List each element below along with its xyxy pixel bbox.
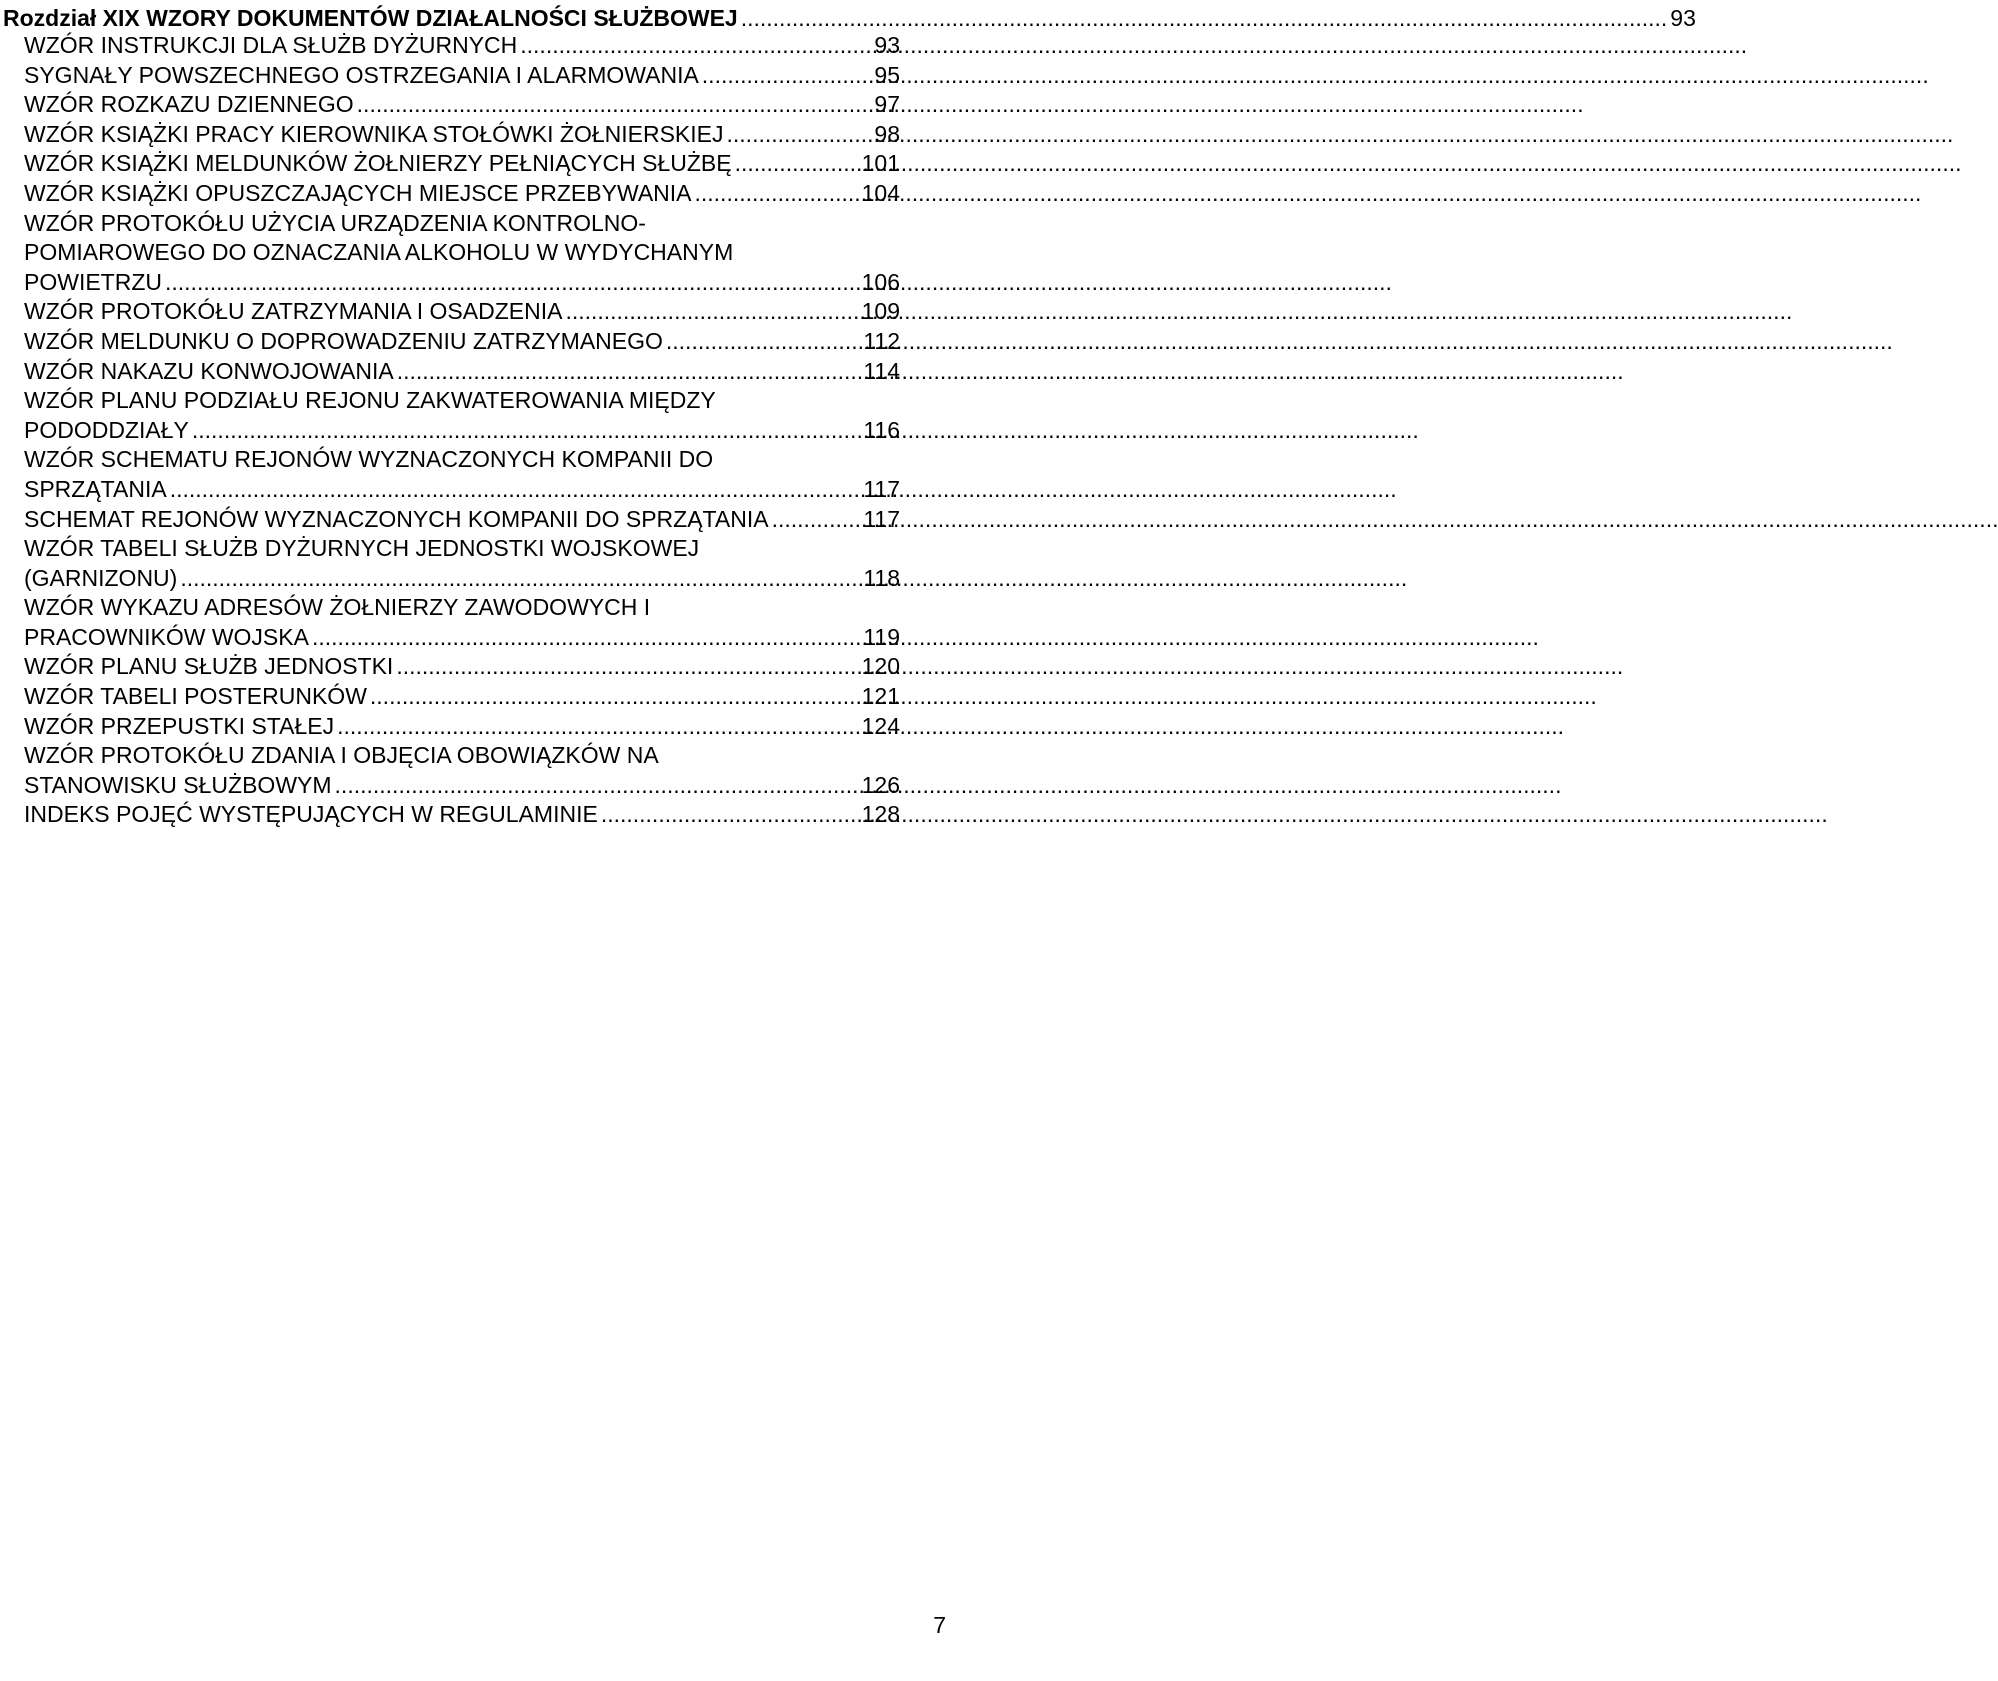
- toc-entry[interactable]: [0, 386, 900, 445]
- dot-leader: [724, 120, 875, 150]
- toc-entry-title: SCHEMAT REJONÓW WYZNACZONYCH KOMPANII DO SPRZĄTANIA: [24, 505, 769, 532]
- toc-entry-last-line: [24, 61, 900, 91]
- toc-chapter-heading[interactable]: [0, 5, 1696, 31]
- toc-entry-line: POMIAROWEGO DO OZNACZANIA ALKOHOLU W WYDYCHANYM: [24, 239, 734, 266]
- dot-leader: [332, 771, 862, 801]
- toc-entry-line: WZÓR TABELI SŁUŻB DYŻURNYCH JEDNOSTKI WOJSKOWEJ: [24, 535, 700, 562]
- toc-entry-title: PRACOWNIKÓW WOJSKA: [24, 623, 309, 650]
- toc-entry-line: WZÓR PROTOKÓŁU UŻYCIA URZĄDZENIA KONTROLNO-: [24, 209, 646, 236]
- toc-entry-title: WZÓR MELDUNKU O DOPROWADZENIU ZATRZYMANEGO: [24, 327, 663, 354]
- dot-leader: [189, 416, 863, 446]
- dot-leader: [663, 327, 863, 357]
- toc-entry[interactable]: [0, 505, 900, 535]
- toc-entry-title: (GARNIZONU): [24, 564, 178, 591]
- toc-entry-last-line: [24, 268, 900, 298]
- page-number: 7: [933, 1612, 946, 1638]
- toc-entry-line: WZÓR SCHEMATU REJONÓW WYZNACZONYCH KOMPANII DO: [24, 446, 714, 473]
- toc-entry-title: WZÓR KSIĄŻKI MELDUNKÓW ŻOŁNIERZY PEŁNIĄCYCH SŁUŻBĘ: [24, 150, 732, 177]
- dot-leader: [769, 505, 864, 535]
- toc-entry-page-number: 118: [863, 564, 900, 591]
- toc-entry[interactable]: [0, 652, 900, 682]
- dot-leader: [167, 475, 864, 505]
- toc-entry-title: INDEKS POJĘĆ WYSTĘPUJĄCYCH W REGULAMINIE: [24, 801, 598, 828]
- toc-entry-last-line: [24, 327, 900, 357]
- toc-entry-title: WZÓR KSIĄŻKI PRACY KIEROWNIKA STOŁÓWKI ŻOŁNIERSKIEJ: [24, 120, 724, 147]
- toc-entry[interactable]: [0, 593, 900, 652]
- toc-entry-last-line: [24, 90, 900, 120]
- toc-entry-title: WZÓR NAKAZU KONWOJOWANIA: [24, 357, 394, 384]
- toc-entry-title: WZÓR ROZKAZU DZIENNEGO: [24, 91, 354, 118]
- chapter-page-number: 93: [1670, 5, 1696, 31]
- table-of-contents: [0, 5, 1696, 830]
- toc-entry-title: SPRZĄTANIA: [24, 475, 167, 502]
- toc-entry-title: WZÓR INSTRUKCJI DLA SŁUŻB DYŻURNYCH: [24, 32, 518, 58]
- toc-entry-page-number: 101: [861, 150, 900, 177]
- dot-leader: [162, 268, 862, 298]
- toc-entries: [0, 31, 900, 830]
- toc-entry-last-line: [24, 623, 900, 653]
- toc-entry[interactable]: [0, 445, 900, 504]
- toc-entry-page-number: 114: [863, 357, 900, 384]
- dot-leader: [177, 564, 863, 594]
- dot-leader: [334, 712, 862, 742]
- dot-leader: [517, 31, 874, 61]
- toc-entry[interactable]: [0, 179, 900, 209]
- toc-entry-last-line: [24, 179, 900, 209]
- toc-entry-last-line: [24, 771, 900, 801]
- toc-entry-title: STANOWISKU SŁUŻBOWYM: [24, 771, 332, 798]
- toc-entry-line: WZÓR WYKAZU ADRESÓW ŻOŁNIERZY ZAWODOWYCH I: [24, 594, 651, 621]
- toc-entry-page-number: 128: [861, 801, 900, 828]
- toc-entry[interactable]: [0, 209, 900, 298]
- toc-entry-title: POWIETRZU: [24, 268, 162, 295]
- dot-leader: [393, 652, 861, 682]
- toc-entry-page-number: 93: [874, 32, 900, 58]
- toc-entry[interactable]: [0, 31, 900, 61]
- toc-entry[interactable]: [0, 90, 900, 120]
- toc-entry-page-number: 97: [874, 91, 900, 118]
- dot-leader: [598, 800, 862, 830]
- toc-entry-page-number: 124: [861, 712, 900, 739]
- toc-entry-page-number: 126: [861, 771, 900, 798]
- toc-entry[interactable]: [0, 712, 900, 742]
- toc-entry[interactable]: [0, 800, 900, 830]
- toc-entry[interactable]: [0, 297, 900, 327]
- toc-entry-last-line: [24, 416, 900, 446]
- toc-entry-last-line: [24, 31, 900, 61]
- toc-entry-last-line: [24, 505, 900, 535]
- toc-entry[interactable]: [0, 534, 900, 593]
- toc-entry-last-line: [24, 475, 900, 505]
- dot-leader: [732, 149, 862, 179]
- dot-leader: [394, 357, 864, 387]
- toc-entry-title: WZÓR KSIĄŻKI OPUSZCZAJĄCYCH MIEJSCE PRZEBYWANIA: [24, 179, 692, 206]
- dot-leader: [562, 297, 861, 327]
- toc-entry-last-line: [24, 652, 900, 682]
- toc-entry-last-line: [24, 682, 900, 712]
- toc-entry-title: WZÓR PLANU SŁUŻB JEDNOSTKI: [24, 653, 394, 680]
- dot-leader: [692, 179, 862, 209]
- toc-entry-page-number: 106: [861, 268, 900, 295]
- toc-entry-last-line: [24, 120, 900, 150]
- toc-entry-last-line: [24, 149, 900, 179]
- toc-entry-page-number: 116: [863, 416, 900, 443]
- toc-entry-line: WZÓR PROTOKÓŁU ZDANIA I OBJĘCIA OBOWIĄZKÓW NA: [24, 742, 659, 769]
- toc-entry-page-number: 120: [861, 653, 900, 680]
- toc-entry-page-number: 95: [874, 61, 900, 88]
- toc-entry[interactable]: [0, 682, 900, 712]
- toc-entry-page-number: 104: [861, 179, 900, 206]
- toc-entry-title: SYGNAŁY POWSZECHNEGO OSTRZEGANIA I ALARMOWANIA: [24, 61, 699, 88]
- dot-leader: .................................................................................................................................................: [740, 5, 1668, 31]
- toc-entry[interactable]: [0, 120, 900, 150]
- dot-leader: [309, 623, 863, 653]
- toc-entry-last-line: [24, 564, 900, 594]
- toc-entry-last-line: [24, 297, 900, 327]
- toc-entry-page-number: 112: [863, 327, 900, 354]
- chapter-title: Rozdział XIX WZORY DOKUMENTÓW DZIAŁALNOŚCI SŁUŻBOWEJ: [3, 5, 738, 31]
- toc-entry-last-line: [24, 712, 900, 742]
- toc-entry-page-number: 121: [861, 683, 900, 710]
- toc-entry-last-line: [24, 357, 900, 387]
- toc-entry[interactable]: [0, 741, 900, 800]
- dot-leader: [354, 90, 875, 120]
- toc-entry-page-number: 109: [861, 298, 900, 325]
- toc-entry[interactable]: [0, 61, 900, 91]
- toc-entry-page-number: 119: [863, 623, 900, 650]
- toc-entry[interactable]: [0, 327, 900, 357]
- toc-entry-title: WZÓR PROTOKÓŁU ZATRZYMANIA I OSADZENIA: [24, 298, 563, 325]
- toc-entry[interactable]: [0, 149, 900, 179]
- toc-entry-title: WZÓR TABELI POSTERUNKÓW: [24, 683, 367, 710]
- toc-entry[interactable]: [0, 357, 900, 387]
- toc-entry-title: PODODDZIAŁY: [24, 416, 189, 443]
- dot-leader: [367, 682, 862, 712]
- toc-entry-title: WZÓR PRZEPUSTKI STAŁEJ: [24, 712, 335, 739]
- toc-entry-line: WZÓR PLANU PODZIAŁU REJONU ZAKWATEROWANIA MIĘDZY: [24, 387, 716, 414]
- toc-entry-last-line: [24, 800, 900, 830]
- toc-entry-page-number: 117: [863, 475, 900, 502]
- toc-entry-page-number: 98: [874, 120, 900, 147]
- dot-leader: [699, 61, 875, 91]
- toc-entry-page-number: 117: [863, 505, 900, 532]
